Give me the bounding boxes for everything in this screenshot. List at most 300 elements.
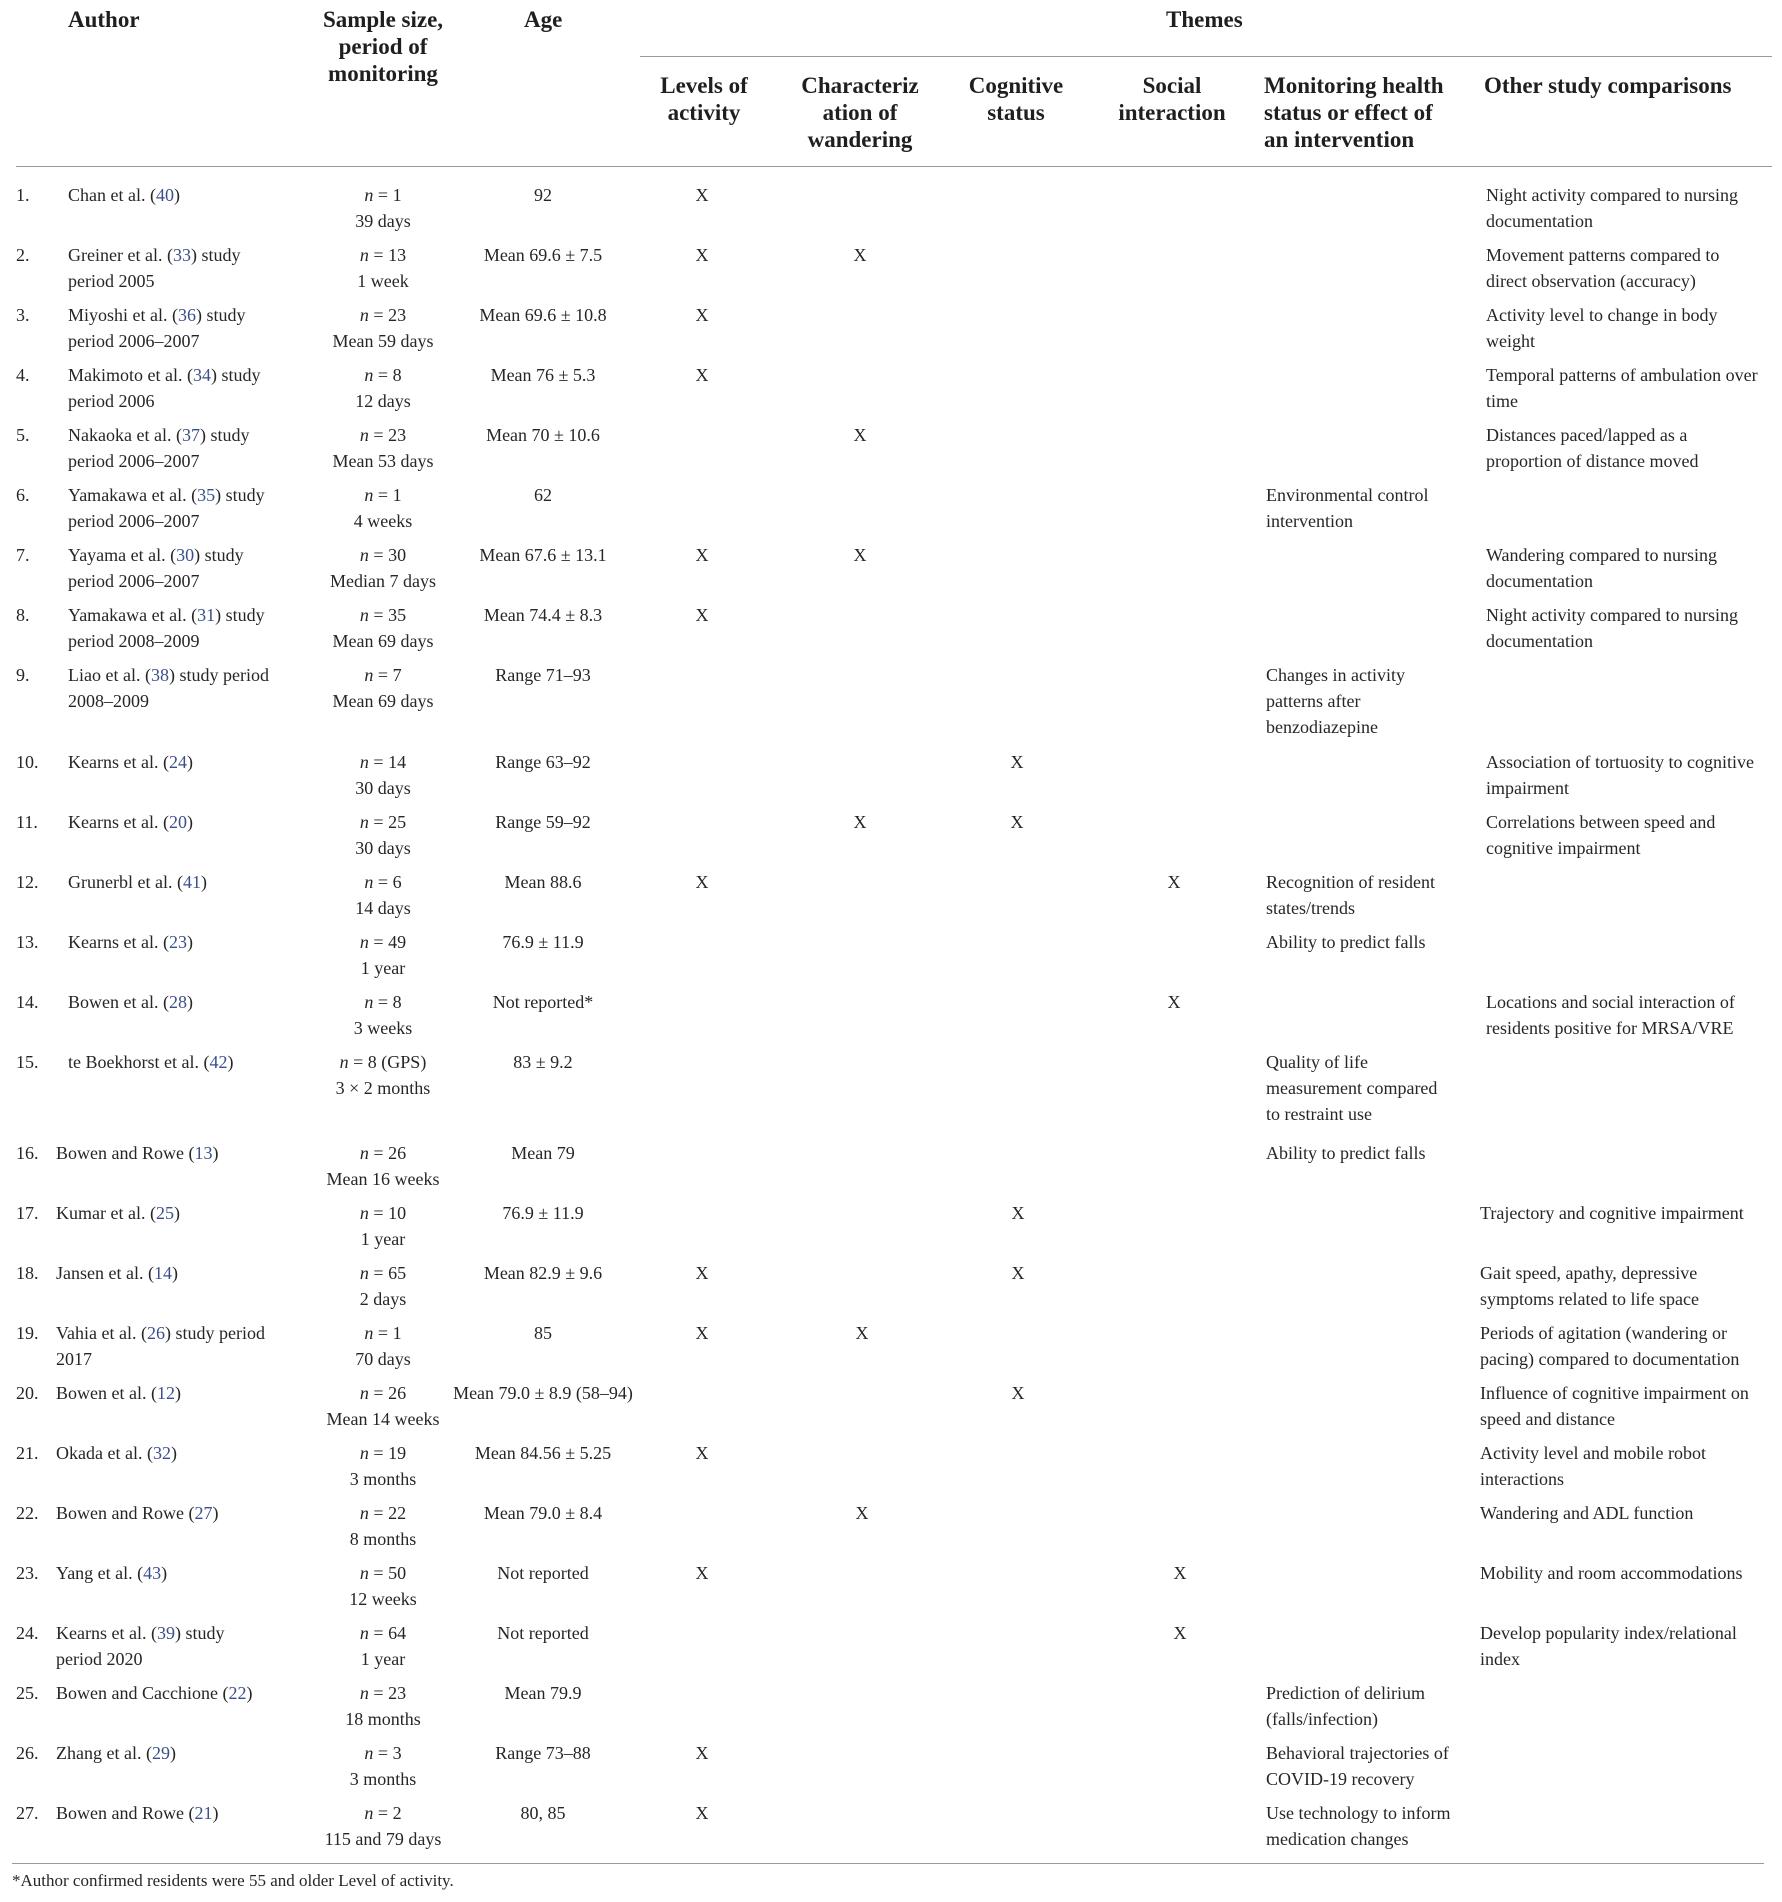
- monitoring-period: 70 days: [355, 1349, 411, 1369]
- reference-link[interactable]: 22: [228, 1683, 247, 1703]
- author-cell: [68, 302, 308, 354]
- reference-link[interactable]: 43: [143, 1563, 162, 1583]
- row-number: 6.: [16, 485, 30, 505]
- author-suffix: ) study: [174, 1623, 225, 1643]
- age-cell: Mean 82.9 ± 9.6: [483, 1263, 603, 1283]
- author-suffix: ) study: [199, 425, 250, 445]
- author-name: Kumar et al. (: [56, 1203, 156, 1223]
- table-row: [0, 662, 1782, 737]
- other-line: weight: [1486, 331, 1535, 351]
- theme-header-line: Monitoring health: [1264, 73, 1444, 98]
- n-symbol: n: [359, 545, 369, 565]
- n-value: = 49: [368, 932, 407, 952]
- theme-header: [790, 72, 930, 153]
- reference-link[interactable]: 12: [156, 1383, 175, 1403]
- author-line: [68, 482, 308, 508]
- other-line: Distances paced/lapped as a: [1486, 425, 1688, 445]
- n-symbol: n: [359, 1143, 369, 1163]
- row-number: 20.: [16, 1383, 39, 1403]
- theme-mark: X: [853, 245, 867, 265]
- row-number: 8.: [16, 605, 30, 625]
- author-line: [56, 1380, 296, 1406]
- author-suffix: ): [170, 1443, 177, 1463]
- monitoring-period: 3 months: [349, 1769, 417, 1789]
- other-line: cognitive impairment: [1486, 838, 1641, 858]
- row-number: 26.: [16, 1743, 39, 1763]
- author-name: Greiner et al. (: [68, 245, 173, 265]
- age-cell: Mean 69.6 ± 10.8: [479, 305, 607, 325]
- theme-mark: X: [695, 1803, 709, 1823]
- author-cell: [68, 662, 308, 714]
- theme-mark: X: [695, 1563, 709, 1583]
- row-number: 23.: [16, 1563, 39, 1583]
- row-number: 13.: [16, 932, 39, 952]
- author-line-2: period 2020: [56, 1649, 143, 1669]
- author-suffix: ) study: [215, 605, 265, 625]
- author-line: [68, 542, 308, 568]
- row-number: 17.: [16, 1203, 39, 1223]
- age-cell: 92: [534, 185, 552, 205]
- author-cell: [68, 869, 308, 895]
- header-sample-line: monitoring: [328, 61, 438, 86]
- health-line: Ability to predict falls: [1266, 932, 1426, 952]
- n-value: = 65: [368, 1263, 407, 1283]
- author-cell: [68, 422, 308, 474]
- monitoring-period: 14 days: [355, 898, 411, 918]
- health-cell: [1266, 929, 1466, 955]
- n-symbol: n: [359, 605, 369, 625]
- row-number: 22.: [16, 1503, 39, 1523]
- monitoring-period: 30 days: [355, 778, 411, 798]
- table-row: [0, 1620, 1782, 1676]
- health-line: Recognition of resident: [1266, 872, 1435, 892]
- author-cell: [68, 362, 308, 414]
- health-line: Behavioral trajectories of: [1266, 1743, 1449, 1763]
- author-cell: [68, 242, 308, 294]
- table-row: [0, 602, 1782, 658]
- reference-link[interactable]: 42: [209, 1052, 228, 1072]
- n-value: = 14: [368, 752, 407, 772]
- monitoring-period: 1 year: [360, 958, 406, 978]
- other-comparison-cell: [1486, 602, 1778, 654]
- table-row: [0, 1200, 1782, 1256]
- n-symbol: n: [364, 185, 374, 205]
- health-cell: [1266, 1680, 1466, 1732]
- health-cell: [1266, 662, 1466, 740]
- age-cell: Mean 67.6 ± 13.1: [479, 545, 607, 565]
- theme-header-line: Characteriz: [801, 73, 919, 98]
- monitoring-period: 12 days: [355, 391, 411, 411]
- n-symbol: n: [359, 1203, 369, 1223]
- author-suffix: ) study period: [168, 665, 269, 685]
- health-line: states/trends: [1266, 898, 1355, 918]
- reference-link[interactable]: 28: [168, 992, 187, 1012]
- n-symbol: n: [364, 365, 374, 385]
- monitoring-period: 8 months: [349, 1529, 417, 1549]
- theme-mark: X: [853, 425, 867, 445]
- other-line: Night activity compared to nursing: [1486, 185, 1738, 205]
- author-line: [56, 1440, 296, 1466]
- author-suffix: ) study: [190, 245, 241, 265]
- other-line: documentation: [1486, 571, 1593, 591]
- theme-header-line: Cognitive: [968, 73, 1064, 98]
- author-name: Bowen et al. (: [68, 992, 169, 1012]
- author-line: [56, 1620, 296, 1646]
- reference-link[interactable]: 36: [178, 305, 196, 325]
- other-line: Influence of cognitive impairment on: [1480, 1383, 1749, 1403]
- age-cell: Not reported: [497, 1623, 589, 1643]
- age-cell: Not reported*: [492, 992, 594, 1012]
- n-symbol: n: [364, 992, 374, 1012]
- author-suffix: ): [212, 1503, 219, 1523]
- health-line: patterns after: [1266, 691, 1361, 711]
- theme-mark: X: [1011, 1383, 1025, 1403]
- author-line: [56, 1320, 296, 1346]
- n-value: = 3: [373, 1743, 402, 1763]
- author-cell: [56, 1140, 296, 1166]
- n-symbol: n: [359, 1443, 369, 1463]
- n-value: = 50: [368, 1563, 407, 1583]
- health-line: intervention: [1266, 511, 1353, 531]
- table-row: [0, 542, 1782, 598]
- author-line: [56, 1500, 296, 1526]
- author-name: Bowen and Rowe (: [56, 1143, 195, 1163]
- reference-link[interactable]: 39: [156, 1623, 175, 1643]
- monitoring-period: 3 months: [349, 1469, 417, 1489]
- author-line: [56, 1800, 296, 1826]
- reference-link[interactable]: 41: [182, 872, 201, 892]
- reference-link[interactable]: 31: [197, 605, 216, 625]
- row-number: 10.: [16, 752, 39, 772]
- row-number: 14.: [16, 992, 39, 1012]
- other-comparison-cell: [1486, 542, 1778, 594]
- monitoring-period: 1 year: [360, 1649, 406, 1669]
- row-number: 9.: [16, 665, 30, 685]
- author-line: [68, 602, 308, 628]
- n-symbol: n: [364, 1803, 374, 1823]
- theme-header-line: Social: [1142, 73, 1202, 98]
- reference-link[interactable]: 33: [172, 245, 191, 265]
- row-number: 19.: [16, 1323, 39, 1343]
- author-name: Bowen et al. (: [56, 1383, 157, 1403]
- author-suffix: ): [212, 1803, 219, 1823]
- reference-link[interactable]: 30: [176, 545, 195, 565]
- table-row: [0, 1380, 1782, 1436]
- author-name: Liao et al. (: [68, 665, 151, 685]
- author-name: Yang et al. (: [56, 1563, 144, 1583]
- monitoring-period: Mean 69 days: [332, 631, 434, 651]
- n-value: = 35: [368, 605, 407, 625]
- author-line: [56, 1200, 296, 1226]
- row-number: 3.: [16, 305, 30, 325]
- n-symbol: n: [359, 1683, 369, 1703]
- health-cell: [1266, 869, 1466, 921]
- table-row: [0, 1260, 1782, 1316]
- n-symbol: n: [359, 932, 369, 952]
- reference-link[interactable]: 40: [155, 185, 174, 205]
- author-cell: [68, 182, 308, 208]
- theme-header: [956, 72, 1076, 126]
- n-symbol: n: [359, 425, 369, 445]
- health-cell: [1266, 1800, 1466, 1852]
- author-cell: [68, 989, 308, 1015]
- author-name: te Boekhorst et al. (: [68, 1052, 210, 1072]
- health-line: measurement compared: [1266, 1078, 1438, 1098]
- author-cell: [68, 482, 308, 534]
- reference-link[interactable]: 38: [150, 665, 169, 685]
- reference-link[interactable]: 24: [168, 752, 187, 772]
- n-value: = 8 (GPS): [348, 1052, 427, 1072]
- theme-header: [1264, 72, 1454, 153]
- table-row: [0, 1440, 1782, 1496]
- age-cell: 76.9 ± 11.9: [502, 932, 584, 952]
- theme-header-line: interaction: [1118, 100, 1226, 125]
- age-cell: Range 71–93: [495, 665, 591, 685]
- author-line-2: period 2006–2007: [68, 331, 200, 351]
- table-row: [0, 749, 1782, 805]
- monitoring-period: 30 days: [355, 838, 411, 858]
- age-cell: Not reported: [497, 1563, 589, 1583]
- age-cell: 76.9 ± 11.9: [502, 1203, 584, 1223]
- theme-header-line: status: [987, 100, 1045, 125]
- author-name: Bowen and Cacchione (: [56, 1683, 229, 1703]
- author-suffix: ): [212, 1143, 219, 1163]
- reference-link[interactable]: 34: [192, 365, 211, 385]
- author-cell: [68, 1049, 308, 1075]
- monitoring-period: 115 and 79 days: [324, 1829, 442, 1849]
- monitoring-period: 18 months: [345, 1709, 421, 1729]
- age-cell: Mean 84.56 ± 5.25: [474, 1443, 612, 1463]
- n-symbol: n: [364, 665, 374, 685]
- author-cell: [56, 1200, 296, 1226]
- other-line: Trajectory and cognitive impairment: [1480, 1203, 1744, 1223]
- theme-header: [644, 72, 764, 126]
- table-row: [0, 302, 1782, 358]
- author-line: [68, 242, 308, 268]
- author-suffix: ) study: [210, 365, 261, 385]
- reference-link[interactable]: 20: [168, 812, 187, 832]
- other-comparison-cell: [1486, 989, 1778, 1041]
- n-value: = 1: [373, 485, 402, 505]
- author-name: Yamakawa et al. (: [68, 605, 198, 625]
- other-line: Activity level to change in body: [1486, 305, 1718, 325]
- row-number: 27.: [16, 1803, 39, 1823]
- other-line: residents positive for MRSA/VRE: [1486, 1018, 1734, 1038]
- author-cell: [56, 1320, 296, 1372]
- row-number: 5.: [16, 425, 30, 445]
- n-symbol: n: [359, 305, 369, 325]
- other-line: Periods of agitation (wandering or: [1480, 1323, 1727, 1343]
- table-row: [0, 182, 1782, 238]
- table-row: [0, 1680, 1782, 1736]
- reference-link[interactable]: 14: [153, 1263, 172, 1283]
- header-sample: [298, 6, 468, 87]
- row-number: 18.: [16, 1263, 39, 1283]
- other-line: Develop popularity index/relational: [1480, 1623, 1737, 1643]
- other-line: interactions: [1480, 1469, 1564, 1489]
- other-line: Wandering compared to nursing: [1486, 545, 1717, 565]
- theme-mark: X: [695, 1323, 709, 1343]
- table-row: [0, 869, 1782, 925]
- reference-link[interactable]: 26: [146, 1323, 165, 1343]
- other-line: Locations and social interaction of: [1486, 992, 1735, 1012]
- theme-header-line: Other study comparisons: [1484, 73, 1732, 98]
- monitoring-period: 39 days: [355, 211, 411, 231]
- other-comparison-cell: [1480, 1320, 1772, 1372]
- author-suffix: ): [186, 812, 193, 832]
- other-line: Association of tortuosity to cognitive: [1486, 752, 1754, 772]
- theme-header-line: activity: [667, 100, 741, 125]
- age-cell: Range 73–88: [495, 1743, 591, 1763]
- reference-link[interactable]: 32: [152, 1443, 171, 1463]
- other-line: time: [1486, 391, 1518, 411]
- author-name: Grunerbl et al. (: [68, 872, 183, 892]
- health-line: COVID-19 recovery: [1266, 1769, 1415, 1789]
- age-cell: Mean 79.0 ± 8.9 (58–94): [453, 1383, 633, 1403]
- other-line: index: [1480, 1649, 1520, 1669]
- table-row: [0, 929, 1782, 985]
- author-line-2: period 2008–2009: [68, 631, 200, 651]
- theme-mark: X: [695, 545, 709, 565]
- author-line-2: 2008–2009: [68, 691, 149, 711]
- other-comparison-cell: [1486, 242, 1778, 294]
- reference-link[interactable]: 21: [194, 1803, 213, 1823]
- row-number: 15.: [16, 1052, 39, 1072]
- health-line: Quality of life: [1266, 1052, 1368, 1072]
- theme-mark: X: [1010, 752, 1024, 772]
- health-cell: [1266, 1049, 1466, 1127]
- n-symbol: n: [359, 1563, 369, 1583]
- header-sample-line: period of: [338, 34, 428, 59]
- header-rule: [16, 166, 1772, 167]
- n-value: = 8: [373, 365, 402, 385]
- author-name: Kearns et al. (: [68, 752, 169, 772]
- table-row: [0, 1500, 1782, 1556]
- age-cell: 62: [534, 485, 552, 505]
- author-line-2: period 2006–2007: [68, 571, 200, 591]
- theme-mark: X: [1167, 872, 1181, 892]
- theme-mark: X: [695, 365, 709, 385]
- other-comparison-cell: [1480, 1560, 1772, 1586]
- age-cell: Mean 88.6: [504, 872, 582, 892]
- monitoring-period: Mean 59 days: [332, 331, 434, 351]
- health-line: (falls/infection): [1266, 1709, 1378, 1729]
- theme-mark: X: [1010, 812, 1024, 832]
- n-value: = 6: [373, 872, 402, 892]
- author-suffix: ): [169, 1743, 176, 1763]
- theme-mark: X: [1173, 1623, 1187, 1643]
- table-row: [0, 809, 1782, 865]
- author-suffix: ): [246, 1683, 253, 1703]
- other-line: Wandering and ADL function: [1480, 1503, 1694, 1523]
- author-cell: [56, 1560, 296, 1586]
- row-number: 11.: [16, 812, 38, 832]
- theme-mark: X: [695, 185, 709, 205]
- author-line: [68, 749, 308, 775]
- n-symbol: n: [364, 485, 374, 505]
- author-line: [56, 1740, 296, 1766]
- author-cell: [56, 1500, 296, 1526]
- other-line: proportion of distance moved: [1486, 451, 1699, 471]
- other-line: pacing) compared to documentation: [1480, 1349, 1740, 1369]
- reference-link[interactable]: 25: [155, 1203, 174, 1223]
- author-cell: [56, 1440, 296, 1466]
- author-name: Zhang et al. (: [56, 1743, 152, 1763]
- author-suffix: ) study: [215, 485, 265, 505]
- themes-rule: [640, 56, 1772, 57]
- author-suffix: ) study: [194, 545, 244, 565]
- author-line-2: 2017: [56, 1349, 92, 1369]
- author-name: Kearns et al. (: [68, 812, 169, 832]
- table-row: [0, 1800, 1782, 1856]
- other-line: symptoms related to life space: [1480, 1289, 1699, 1309]
- other-comparison-cell: [1480, 1200, 1772, 1226]
- theme-header-line: status or effect of: [1264, 100, 1433, 125]
- reference-link[interactable]: 27: [194, 1503, 213, 1523]
- author-name: Bowen and Rowe (: [56, 1503, 195, 1523]
- author-name: Bowen and Rowe (: [56, 1803, 195, 1823]
- reference-link[interactable]: 35: [197, 485, 216, 505]
- theme-header-line: an intervention: [1264, 127, 1415, 152]
- author-suffix: ) study: [196, 305, 246, 325]
- other-comparison-cell: [1486, 749, 1778, 801]
- theme-mark: X: [695, 1743, 709, 1763]
- other-comparison-cell: [1486, 809, 1778, 861]
- author-name: Chan et al. (: [68, 185, 156, 205]
- row-number: 4.: [16, 365, 30, 385]
- reference-link[interactable]: 13: [194, 1143, 213, 1163]
- author-suffix: ): [161, 1563, 168, 1583]
- theme-mark: X: [695, 245, 709, 265]
- theme-header: [1112, 72, 1232, 126]
- author-name: Vahia et al. (: [56, 1323, 147, 1343]
- row-number: 24.: [16, 1623, 39, 1643]
- other-line: Temporal patterns of ambulation over: [1486, 365, 1758, 385]
- theme-mark: X: [853, 812, 867, 832]
- monitoring-period: Mean 69 days: [332, 691, 434, 711]
- n-symbol: n: [359, 1383, 369, 1403]
- n-value: = 64: [368, 1623, 407, 1643]
- reference-link[interactable]: 37: [181, 425, 200, 445]
- footnote: *Author confirmed residents were 55 and older Level of activity.: [12, 1871, 454, 1890]
- author-name: Yamakawa et al. (: [68, 485, 198, 505]
- theme-mark: X: [855, 1323, 869, 1343]
- n-symbol: n: [364, 1743, 374, 1763]
- author-line: [68, 869, 308, 895]
- row-number: 16.: [16, 1143, 39, 1163]
- author-line: [68, 362, 308, 388]
- author-line: [68, 182, 308, 208]
- health-line: Ability to predict falls: [1266, 1143, 1426, 1163]
- theme-mark: X: [1011, 1263, 1025, 1283]
- author-cell: [56, 1800, 296, 1826]
- other-line: impairment: [1486, 778, 1569, 798]
- theme-mark: X: [695, 1443, 709, 1463]
- n-value: = 2: [373, 1803, 402, 1823]
- author-suffix: ): [186, 752, 193, 772]
- author-line: [56, 1680, 296, 1706]
- monitoring-period: 12 weeks: [349, 1589, 417, 1609]
- table-row: [0, 1740, 1782, 1796]
- health-line: medication changes: [1266, 1829, 1409, 1849]
- row-number: 21.: [16, 1443, 39, 1463]
- reference-link[interactable]: 23: [168, 932, 187, 952]
- health-line: Changes in activity: [1266, 665, 1405, 685]
- reference-link[interactable]: 29: [151, 1743, 170, 1763]
- other-line: Movement patterns compared to: [1486, 245, 1720, 265]
- author-line: [68, 989, 308, 1015]
- age-cell: Mean 79: [511, 1143, 575, 1163]
